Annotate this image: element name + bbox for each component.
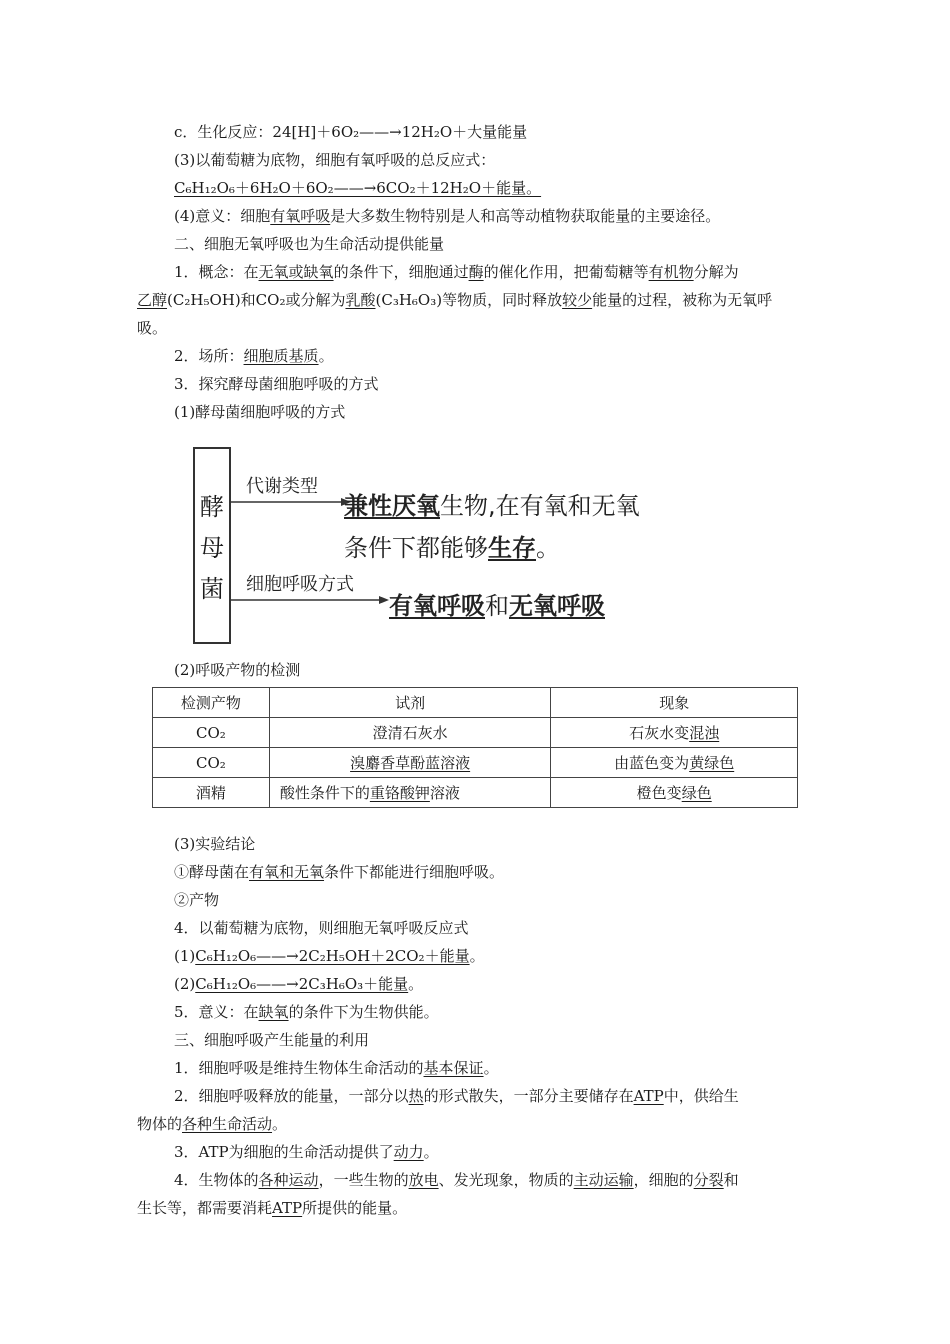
- cell-phenomenon: 由蓝色变为黄绿色: [551, 748, 798, 778]
- result-survive: 条件下都能够生存。: [344, 534, 560, 562]
- use-1: 1．细胞呼吸是维持生物体生命活动的基本保证。: [174, 1059, 499, 1077]
- use-4-line-1: 4．生物体的各种运动，一些生物的放电、发光现象，物质的主动运输，细胞的分裂和: [174, 1171, 739, 1189]
- concept-line-3: 吸。: [137, 319, 168, 337]
- result-modes: 有氧呼吸和无氧呼吸: [389, 592, 605, 620]
- cell-product: CO₂: [153, 748, 270, 778]
- reaction-c: c．生化反应：24[H]＋6O₂——→12H₂O＋大量能量: [174, 123, 528, 141]
- label-respiration-mode: 细胞呼吸方式: [246, 574, 354, 595]
- use-3: 3．ATP为细胞的生命活动提供了动力。: [174, 1143, 439, 1161]
- cell-reagent: 溴麝香草酚蓝溶液: [269, 748, 551, 778]
- conclusion-1: ①酵母菌在有氧和无氧条件下都能进行细胞呼吸。: [174, 863, 505, 881]
- equation-alcohol: (1)C₆H₁₂O₆——→2C₂H₅OH＋2CO₂＋能量。: [174, 947, 485, 965]
- cell-reagent: 酸性条件下的重铬酸钾溶液: [269, 778, 551, 808]
- yeast-box: 酵 母 菌: [193, 447, 231, 644]
- conclusion-2: ②产物: [174, 891, 220, 909]
- label-metabolism-type: 代谢类型: [246, 476, 318, 497]
- header-phenomenon: 现象: [551, 688, 798, 718]
- header-reagent: 试剂: [269, 688, 551, 718]
- table-row: [153, 718, 798, 748]
- concept-line-1: 1．概念：在无氧或缺氧的条件下，细胞通过酶的催化作用，把葡萄糖等有机物分解为: [174, 263, 739, 281]
- cell-phenomenon: 石灰水变混浊: [551, 718, 798, 748]
- result-metabolism: 兼性厌氧生物,在有氧和无氧: [344, 492, 640, 520]
- section-3-heading: 三、细胞呼吸产生能量的利用: [174, 1031, 370, 1049]
- detection-table: [152, 687, 798, 808]
- conclusion-heading: (3)实验结论: [174, 835, 256, 853]
- significance-aerobic: (4)意义：细胞有氧呼吸是大多数生物特别是人和高等动植物获取能量的主要途径。: [174, 207, 721, 225]
- use-2-line-2: 物体的各种生命活动。: [137, 1115, 288, 1133]
- detection-heading: (2)呼吸产物的检测: [174, 661, 301, 679]
- section-2-heading: 二、细胞无氧呼吸也为生命活动提供能量: [174, 235, 445, 253]
- use-4-line-2: 生长等，都需要消耗ATP所提供的能量。: [137, 1199, 408, 1217]
- cell-product: CO₂: [153, 718, 270, 748]
- yeast-diagram: [191, 440, 706, 650]
- mode-heading: (1)酵母菌细胞呼吸的方式: [174, 403, 346, 421]
- equation-lactic: (2)C₆H₁₂O₆——→2C₃H₆O₃＋能量。: [174, 975, 424, 993]
- location-line: 2．场所：细胞质基质。: [174, 347, 334, 365]
- table-row: [153, 778, 798, 808]
- cell-phenomenon: 橙色变绿色: [551, 778, 798, 808]
- table-header-row: [153, 688, 798, 718]
- cell-reagent: 澄清石灰水: [269, 718, 551, 748]
- concept-line-2: 乙醇(C₂H₅OH)和CO₂或分解为乳酸(C₃H₆O₃)等物质，同时释放较少能量的过程，被称为无氧呼: [137, 291, 773, 309]
- anaerobic-equation-heading: 4．以葡萄糖为底物，则细胞无氧呼吸反应式: [174, 919, 469, 937]
- explore-heading: 3．探究酵母菌细胞呼吸的方式: [174, 375, 379, 393]
- header-product: 检测产物: [153, 688, 270, 718]
- cell-product: 酒精: [153, 778, 270, 808]
- total-equation: C₆H₁₂O₆＋6H₂O＋6O₂——→6CO₂＋12H₂O＋能量。: [174, 179, 542, 197]
- significance-anaerobic: 5．意义：在缺氧的条件下为生物供能。: [174, 1003, 439, 1021]
- table-row: [153, 748, 798, 778]
- use-2-line-1: 2．细胞呼吸释放的能量，一部分以热的形式散失，一部分主要储存在ATP中，供给生: [174, 1087, 739, 1105]
- total-equation-heading: (3)以葡萄糖为底物，细胞有氧呼吸的总反应式：: [174, 151, 496, 169]
